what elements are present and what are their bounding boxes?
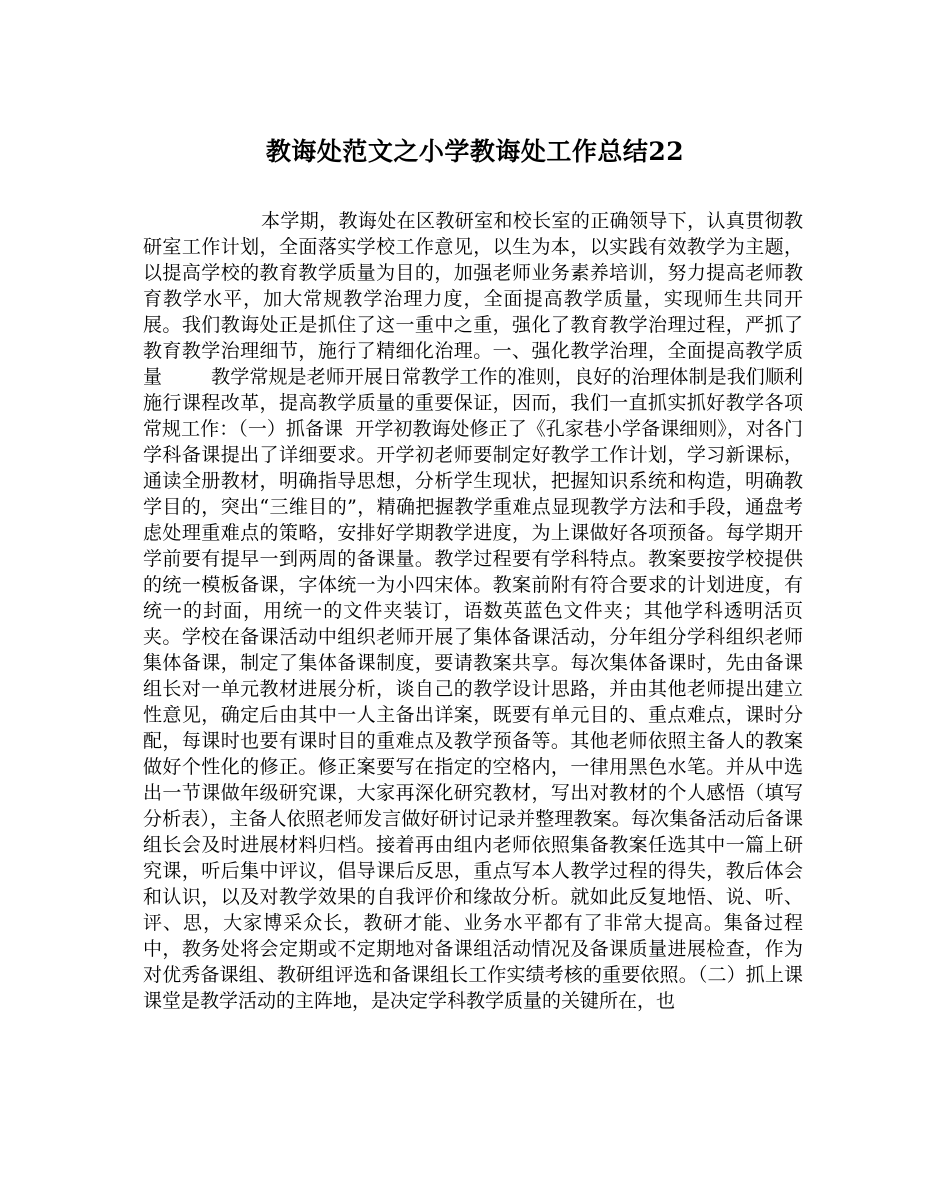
document-body-paragraph: 本学期，教诲处在区教研室和校长室的正确领导下，认真贯彻教研室工作计划，全面落实学校工作意见，以生为本，以实践有效教学为主题，以提高学校的教育教学质量为目的，加强老师业务素养培训，努力提高老师教育教学水平，加大常规教学治理力度，全面提高教学质量，实现师生共同开展。我们教诲处正是抓住了这一重中之重，强化了教育教学治理过程，严抓了教育教学治理细节，施行了精细化治理。一、强化教学治理，全面提高教学质量 教学常规是老师开展日常教学工作的准则，良好的治理体制是我们顺利施行课程改革，提高教学质量的重要保证，因而，我们一直抓实抓好教学各项常规工作：（一）抓备课 开学初教诲处修正了《孔家巷小学备课细则》，对各门学科备课提出了详细要求。开学初老师要制定好教学工作计划，学习新课标，通读全册教材，明确指导思想，分析学生现状，把握知识系统和构造，明确教学目的，突出“三维目的”，精确把握教学重难点显现教学方法和手段，通盘考虑处理重难点的策略，安排好学期教学进度，为上课做好各项预备。每学期开学前要有提早一到两周的备课量。教学过程要有学科特点。教案要按学校提供的统一模板备课，字体统一为小四宋体。教案前附有符合要求的计划进度，有统一的封面，用统一的文件夹装订，语数英蓝色文件夹；其他学科透明活页夹。学校在备课活动中组织老师开展了集体备课活动，分年组分学科组织老师集体备课，制定了集体备课制度，要请教案共享。每次集体备课时，先由备课组长对一单元教材进展分析，谈自己的教学设计思路，并由其他老师提出建立性意见，确定后由其中一人主备出详案，既要有单元目的、重点难点，课时分配，每课时也要有课时目的重难点及教学预备等。其他老师依照主备人的教案做好个性化的修正。修正案要写在指定的空格内，一律用黑色水笔。并从中选出一节课做年级研究课，大家再深化研究教材，写出对教材的个人感悟（填写分析表），主备人依照老师发言做好研讨记录并整理教案。每次集备活动后备课组长会及时进展材料归档。接着再由组内老师依照集备教案任选其中一篇上研究课，听后集中评议，倡导课后反思，重点写本人教学过程的得失，教后体会和认识，以及对教学效果的自我评价和缘故分析。就如此反复地悟、说、听、评、思，大家博采众长，教研才能、业务水平都有了非常大提高。集备过程中，教务处将会定期或不定期地对备课组活动情况及备课质量进展检查，作为对优秀备课组、教研组评选和备课组长工作实绩考核的重要依照。（二）抓上课 课堂是教学活动的主阵地，是决定学科教学质量的关键所在，也	[143, 210, 816, 1012]
document-title: 教诲处范文之小学教诲处工作总结22	[265, 137, 685, 166]
